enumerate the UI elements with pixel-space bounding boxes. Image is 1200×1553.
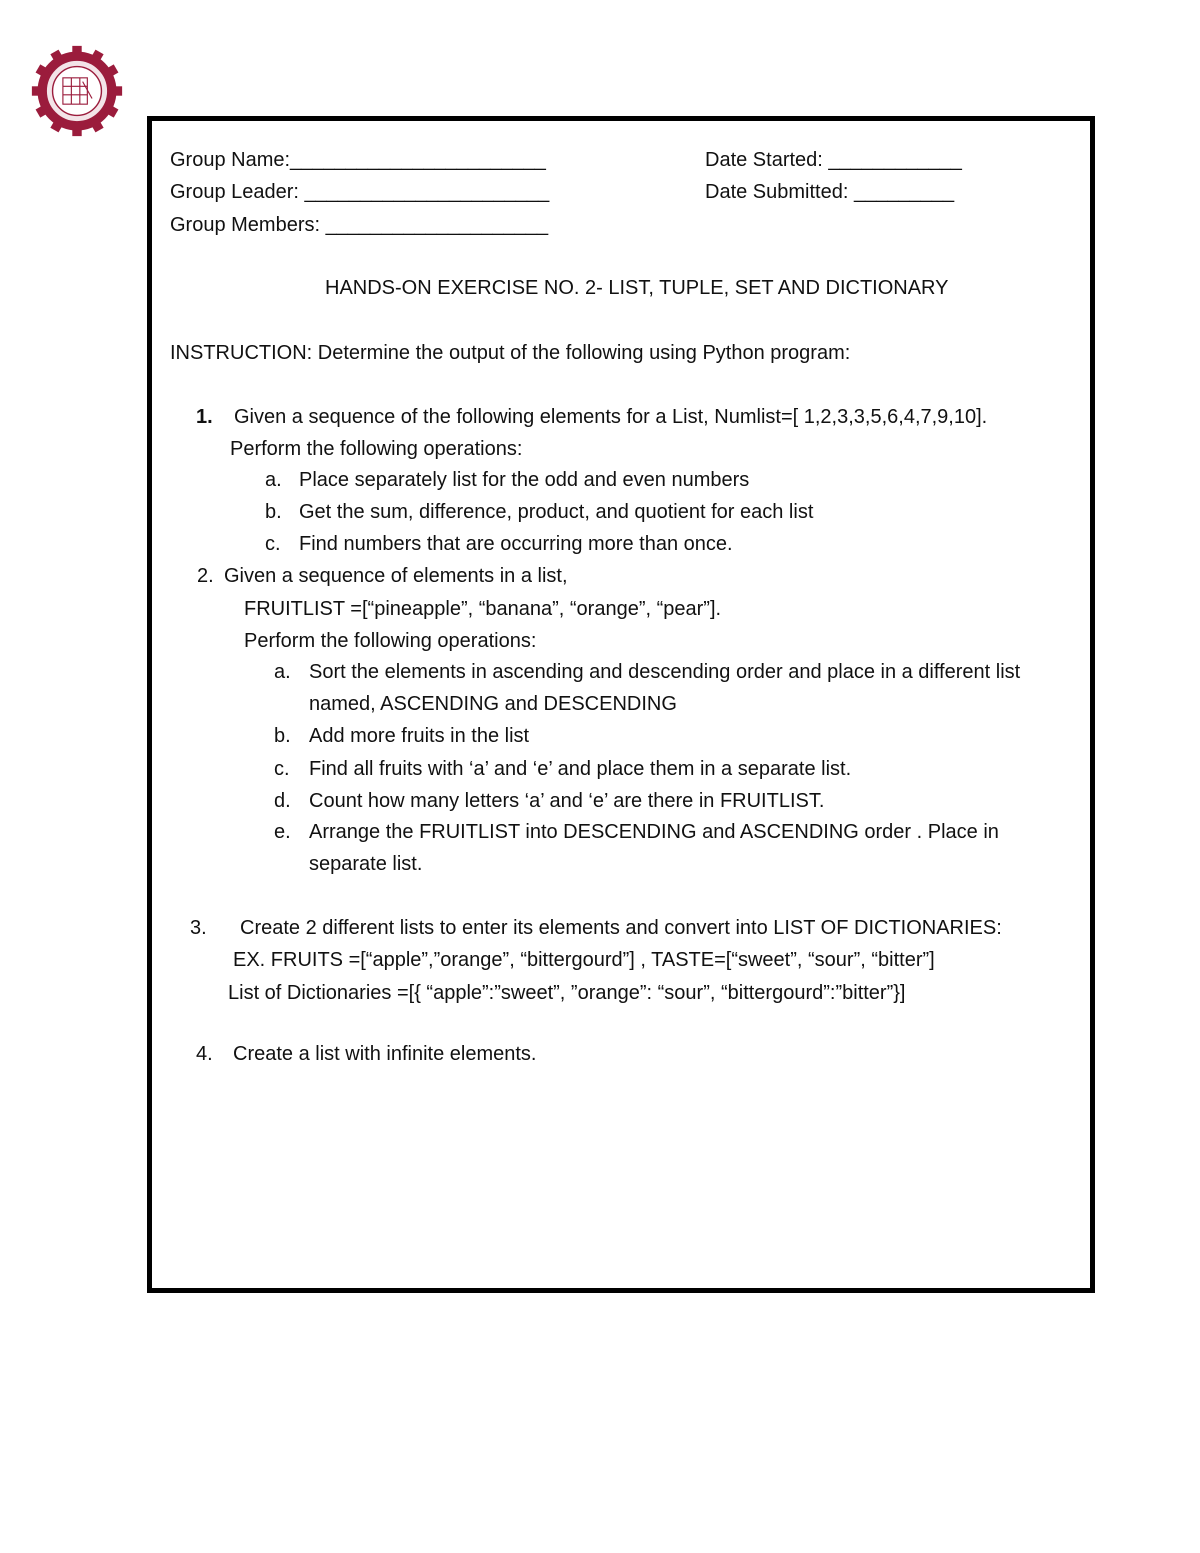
- q1-line1: Given a sequence of the following elements for a List, Numlist=[ 1,2,3,3,5,6,4,7,9,10].: [234, 406, 988, 428]
- q1-item-text: Get the sum, difference, product, and quotient for each list: [299, 501, 814, 523]
- q2-item-label: e.: [274, 821, 291, 843]
- q1-item-text: Place separately list for the odd and even numbers: [299, 469, 750, 491]
- gear-seal-logo-icon: [30, 44, 124, 138]
- q2-item-text-cont: named, ASCENDING and DESCENDING: [309, 693, 677, 715]
- q2-item-text: Find all fruits with ‘a’ and ‘e’ and place them in a separate list.: [309, 758, 852, 780]
- date-submitted-field: Date Submitted: _________: [705, 181, 955, 203]
- q4-line1: Create a list with infinite elements.: [233, 1043, 537, 1065]
- q3-number: 3.: [190, 917, 207, 939]
- q2-item-text: Count how many letters ‘a’ and ‘e’ are there in FRUITLIST.: [309, 790, 825, 812]
- q2-item-text: Add more fruits in the list: [309, 725, 530, 747]
- q2-line2: FRUITLIST =[“pineapple”, “banana”, “orange”, “pear”].: [244, 598, 722, 620]
- group-name-field: Group Name:_______________________: [170, 149, 546, 171]
- q4-number: 4.: [196, 1043, 213, 1065]
- q1-number: 1.: [196, 406, 213, 428]
- q2-item-text: Arrange the FRUITLIST into DESCENDING and ASCENDING order . Place in: [309, 821, 999, 843]
- group-leader-field: Group Leader: ______________________: [170, 181, 550, 203]
- q2-item-text-cont: separate list.: [309, 853, 423, 875]
- q2-line1: Given a sequence of elements in a list,: [224, 565, 568, 587]
- q1-item-label: c.: [265, 533, 281, 555]
- q1-item-label: a.: [265, 469, 282, 491]
- q1-item-label: b.: [265, 501, 282, 523]
- q2-line3: Perform the following operations:: [244, 630, 537, 652]
- date-started-field: Date Started: ____________: [705, 149, 962, 171]
- q3-line2: EX. FRUITS =[“apple”,”orange”, “bittergourd”] , TASTE=[“sweet”, “sour”, “bitter”]: [233, 949, 935, 971]
- q2-number: 2.: [197, 565, 214, 587]
- q1-item-text: Find numbers that are occurring more than once.: [299, 533, 733, 555]
- q3-line1: Create 2 different lists to enter its elements and convert into LIST OF DICTIONARIES:: [240, 917, 1002, 939]
- q2-item-label: b.: [274, 725, 291, 747]
- exercise-title: HANDS-ON EXERCISE NO. 2- LIST, TUPLE, SET AND DICTIONARY: [325, 277, 949, 299]
- q3-line3: List of Dictionaries =[{ “apple”:”sweet”, ”orange”: “sour”, “bittergourd”:”bitter”}]: [228, 982, 906, 1004]
- q2-item-label: c.: [274, 758, 290, 780]
- group-members-field: Group Members: ____________________: [170, 214, 549, 236]
- q2-item-label: a.: [274, 661, 291, 683]
- instruction-text: INSTRUCTION: Determine the output of the following using Python program:: [170, 342, 851, 364]
- q1-line2: Perform the following operations:: [230, 438, 523, 460]
- q2-item-text: Sort the elements in ascending and descending order and place in a different list: [309, 661, 1021, 683]
- q2-item-label: d.: [274, 790, 291, 812]
